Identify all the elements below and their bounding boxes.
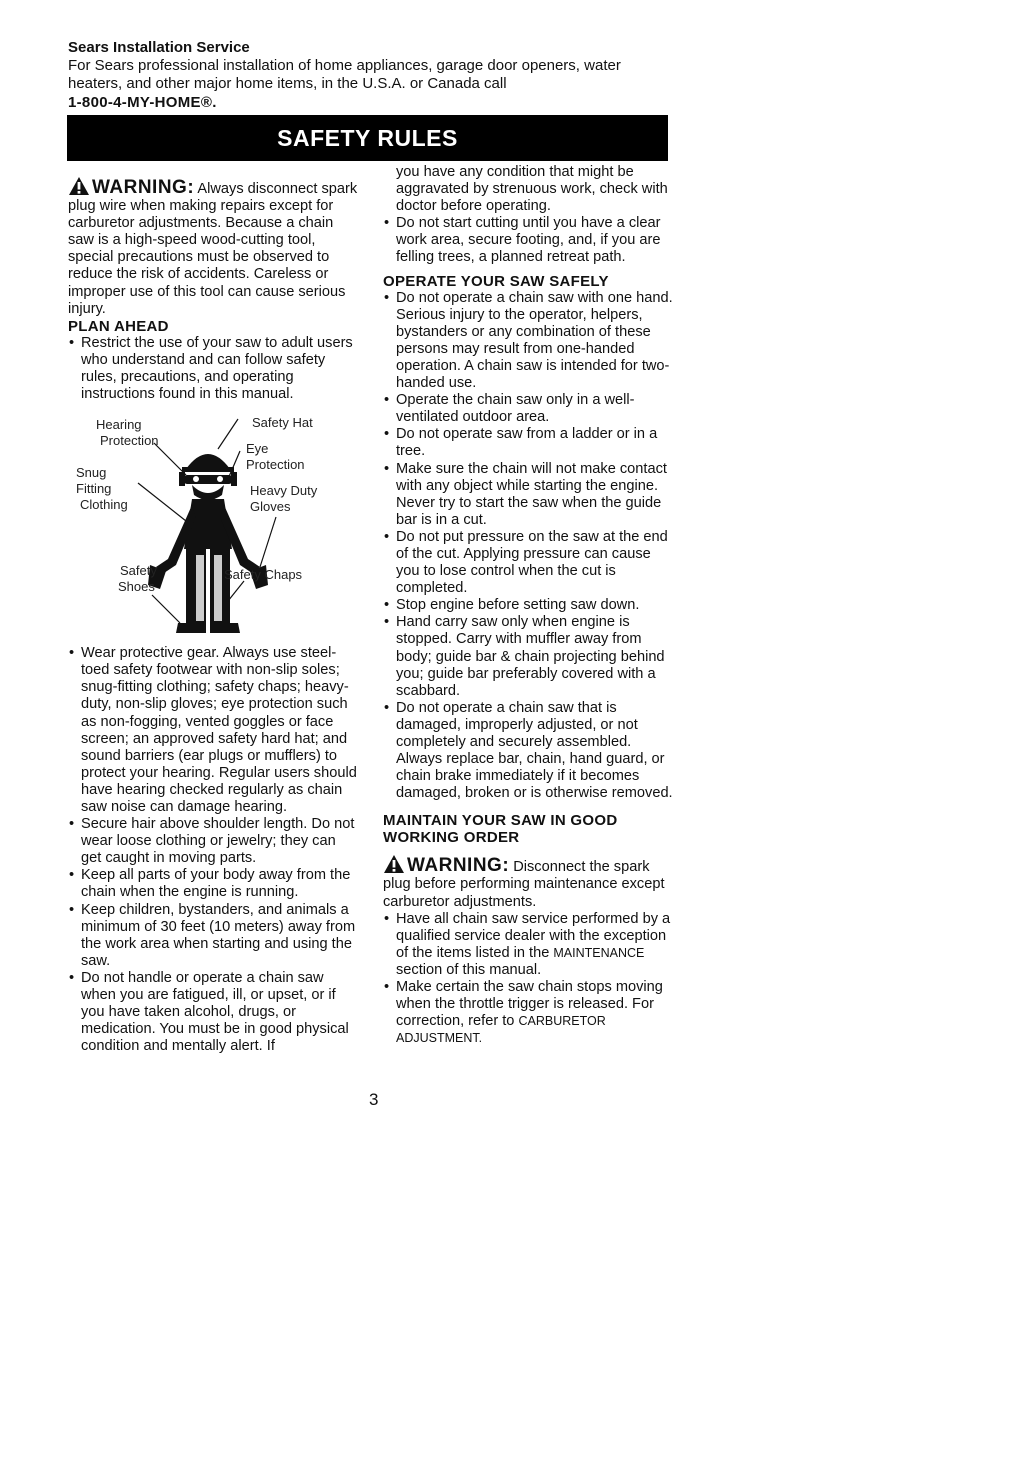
carburetor-reference: CARBURETOR ADJUSTMENT. bbox=[396, 1014, 606, 1046]
label-gloves: Gloves bbox=[250, 499, 291, 515]
warning-block bbox=[68, 176, 358, 318]
label-heavy-duty: Heavy Duty bbox=[250, 483, 318, 499]
operate-list bbox=[383, 290, 673, 803]
warning-label: WARNING: bbox=[407, 855, 510, 877]
list-item: • Restrict the use of your saw to adult users who understand and can follow safety rules, precautions, and operating instructions found in this manual. bbox=[68, 335, 358, 403]
continuation-text: you have any condition that might be aggravated by strenuous work, check with doctor before operating. bbox=[396, 164, 668, 215]
list-item: • Make sure the chain will not make contact with any object while starting the engine. Never try to start the saw when the guide bar is in a cut. bbox=[383, 461, 673, 529]
installation-service bbox=[68, 38, 668, 112]
right-column bbox=[383, 164, 673, 1047]
installation-heading: Sears Installation Service bbox=[68, 39, 250, 56]
list-item bbox=[383, 911, 673, 979]
operate-heading: OPERATE YOUR SAW SAFELY bbox=[383, 272, 609, 290]
list-item: • Stop engine before setting saw down. bbox=[383, 597, 673, 614]
label-hearing: Hearing bbox=[96, 417, 142, 433]
plan-ahead-list bbox=[68, 335, 358, 403]
item-tail: section of this manual. bbox=[396, 961, 542, 978]
installation-body: For Sears professional installation of home appliances, garage door openers, water heaters, and other major home items, in the U.S.A. or Canada call bbox=[68, 57, 621, 92]
maintain-list bbox=[383, 911, 673, 1048]
list-item: • Secure hair above shoulder length. Do not wear loose clothing or jewelry; they can get caught in moving parts. bbox=[68, 816, 358, 867]
list-item: • Do not put pressure on the saw at the end of the cut. Applying pressure can cause you to lose control when the cut is completed. bbox=[383, 529, 673, 597]
list-item: • Do not operate a chain saw with one hand. Serious injury to the operator, helpers, bystanders or any combination of these persons may result from one-handed operation. A chain saw is intended for two-handed use. bbox=[383, 290, 673, 393]
label-safety-hat: Safety Hat bbox=[252, 415, 313, 431]
list-item: • Keep all parts of your body away from the chain when the engine is running. bbox=[68, 867, 358, 901]
maintenance-reference: MAINTENANCE bbox=[553, 945, 645, 960]
list-item: • Keep children, bystanders, and animals a minimum of 30 feet (10 meters) away from the work area when starting and using the saw. bbox=[68, 902, 358, 970]
label-safety: Safety bbox=[120, 563, 157, 579]
item-text: Have all chain saw service performed by a qualified service dealer with the exception of the items listed in the bbox=[396, 910, 671, 961]
label-shoes: Shoes bbox=[118, 579, 155, 595]
label-hearing-protection: Protection bbox=[100, 433, 159, 449]
top-list bbox=[383, 215, 673, 266]
gear-list bbox=[68, 645, 358, 1055]
left-column bbox=[68, 176, 358, 1055]
label-eye: Eye bbox=[246, 441, 269, 457]
list-item: • Do not handle or operate a chain saw when you are fatigued, ill, or upset, or if you have taken alcohol, drugs, or medication. You must be in good physical condition and mentally alert. If bbox=[68, 970, 358, 1055]
warning-label: WARNING: bbox=[92, 177, 195, 198]
list-item: • Do not operate saw from a ladder or in a tree. bbox=[383, 426, 673, 460]
protective-gear-figure bbox=[68, 409, 358, 641]
label-clothing: Clothing bbox=[80, 497, 128, 513]
warning-text: Always disconnect spark plug wire when making repairs except for carburetor adjustments. Because a chain saw is a high-speed wood-cutting tool, special precautions must be observed to reduce the risk of accidents. Careless or improper use of this tool can cause serious injury. bbox=[68, 181, 358, 317]
warning-triangle-icon bbox=[383, 854, 405, 874]
list-item: • Do not start cutting until you have a clear work area, secure footing, and, if you are felling trees, a planned retreat path. bbox=[383, 215, 673, 266]
warning-text: Disconnect the spark plug before performing maintenance except carburetor adjustments. bbox=[383, 859, 665, 910]
warning-triangle-icon bbox=[68, 176, 90, 196]
list-item: • Do not operate a chain saw that is damaged, improperly adjusted, or not completely and securely assembled. Always replace bar, chain, hand guard, or chain brake immediately if it becomes damaged, broken or is otherwise removed. bbox=[383, 700, 673, 803]
list-item bbox=[383, 979, 673, 1047]
maintain-heading: MAINTAIN YOUR SAW IN GOOD WORKING ORDER bbox=[383, 812, 618, 847]
list-item: • Wear protective gear. Always use steel-toed safety footwear with non-slip soles; snug-fitting clothing; safety chaps; heavy-duty, non-slip gloves; eye protection such as non-fogging, vented goggles or face screen; an approved safety hard hat; and sound barriers (ear plugs or mufflers) to protect your hearing. Regular users should have hearing checked regularly as chain saw noise can damage hearing. bbox=[68, 645, 358, 816]
label-eye-protection: Protection bbox=[246, 457, 305, 473]
label-snug: Snug bbox=[76, 465, 107, 481]
safety-rules-banner: SAFETY RULES bbox=[67, 115, 668, 161]
phone-number: 1-800-4-MY-HOME®. bbox=[68, 94, 217, 111]
maintain-warning bbox=[383, 854, 673, 910]
page-number: 3 bbox=[369, 1090, 379, 1109]
list-item: • Operate the chain saw only in a well-ventilated outdoor area. bbox=[383, 392, 673, 426]
label-safety-chaps: Safety Chaps bbox=[224, 567, 303, 583]
list-item: • Hand carry saw only when engine is stopped. Carry with muffler away from body; guide bar & chain projecting behind you; guide bar preferably covered with a scabbard. bbox=[383, 614, 673, 699]
item-text: Make certain the saw chain stops moving when the throttle trigger is released. For correction, refer to bbox=[396, 979, 663, 1030]
plan-ahead-heading: PLAN AHEAD bbox=[68, 317, 169, 335]
label-fitting: Fitting bbox=[76, 481, 112, 497]
